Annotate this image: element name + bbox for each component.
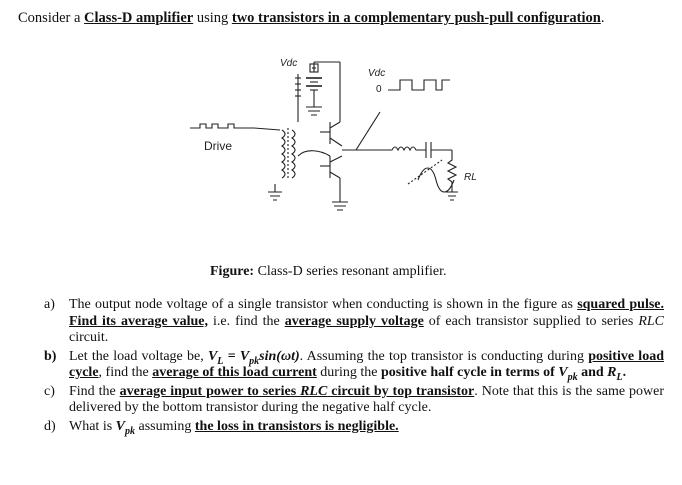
eq-part: R <box>607 365 617 380</box>
question-text: . Assuming the top transistor is conducting during <box>299 348 589 364</box>
underlined-part: circuit by top transistor <box>327 383 475 399</box>
question-label: b) <box>44 348 57 364</box>
drive-label: Drive <box>204 139 233 153</box>
question-text: circuit. <box>69 330 109 345</box>
intro-sentence <box>18 10 604 27</box>
circuit-figure <box>180 52 500 232</box>
intro-prefix: Consider a <box>18 10 85 26</box>
question-label: a) <box>44 297 55 312</box>
question-text: , find the <box>98 365 153 380</box>
bold-term: . <box>622 365 627 380</box>
underlined-term: positive load cycle <box>69 348 664 380</box>
bold-term: positive half cycle in terms of <box>380 365 559 380</box>
question-d <box>44 419 664 436</box>
vpk-symbol <box>558 365 578 383</box>
figure-caption <box>210 264 447 280</box>
italic-term: RLC <box>300 383 328 399</box>
question-text: What is <box>69 418 116 434</box>
rl-label: RL <box>464 172 477 183</box>
eq-sub: pk <box>567 371 578 383</box>
question-text: assuming <box>135 418 195 434</box>
question-c <box>44 384 664 417</box>
eq-part: V <box>115 418 125 434</box>
question-text: Let the load voltage be, <box>69 348 208 364</box>
underlined-part: average input power to series <box>119 383 301 399</box>
vdc-label-left: Vdc <box>280 58 298 69</box>
eq-part: sin(ωt) <box>259 348 300 364</box>
intro-term-push-pull: two transistors in a complementary push-pull configuration <box>231 10 601 26</box>
eq-part: = V <box>223 348 250 364</box>
intro-end: . <box>600 10 605 26</box>
question-a <box>44 297 664 347</box>
intro-term-class-d: Class-D amplifier <box>84 10 194 26</box>
ground-icon <box>332 178 348 210</box>
underlined-term: Find its average value, <box>69 313 209 329</box>
question-text: . Note that this is the same power delivered by the bottom transistor during the negative half cycle. <box>69 383 664 415</box>
eq-sub: pk <box>125 425 135 437</box>
caption-text: Class-D series resonant amplifier. <box>254 264 447 279</box>
eq-part: V <box>558 365 568 380</box>
question-b <box>44 349 664 382</box>
question-text: The output node voltage of a single transistor when conducting is shown in the figure as <box>69 297 578 312</box>
underlined-term: the loss in transistors is negligible. <box>194 418 399 434</box>
underlined-term: average of this load current <box>152 365 317 380</box>
question-text: i.e. find the <box>208 313 285 329</box>
square-pulse-waveform <box>388 80 450 90</box>
question-list <box>44 297 664 437</box>
eq-part: V <box>207 348 218 364</box>
eq-sub: L <box>217 355 224 367</box>
underlined-term: squared pulse. <box>577 297 664 312</box>
question-label: c) <box>44 383 55 399</box>
drive-transformer-primary <box>282 130 285 178</box>
underlined-term <box>120 384 475 399</box>
question-label: d) <box>44 418 56 434</box>
eq-sub: L <box>616 371 623 383</box>
italic-term: RLC <box>638 313 664 329</box>
drive-waveform <box>190 124 254 128</box>
vdc-label-right: Vdc <box>368 68 386 79</box>
question-text: of each transistor supplied to series <box>423 313 639 329</box>
rl-symbol <box>607 365 623 383</box>
eq-sub: pk <box>249 355 260 367</box>
inductor-symbol <box>380 147 426 150</box>
load-voltage-equation <box>207 348 300 367</box>
underlined-term: average supply voltage <box>284 313 424 329</box>
vpk-symbol <box>115 418 135 437</box>
intro-middle: using <box>193 10 232 26</box>
question-text: during the <box>316 365 381 380</box>
zero-label: 0 <box>376 84 382 95</box>
bold-term: and <box>577 365 608 380</box>
caption-label: Figure: <box>210 264 255 279</box>
question-text: Find the <box>69 383 120 399</box>
